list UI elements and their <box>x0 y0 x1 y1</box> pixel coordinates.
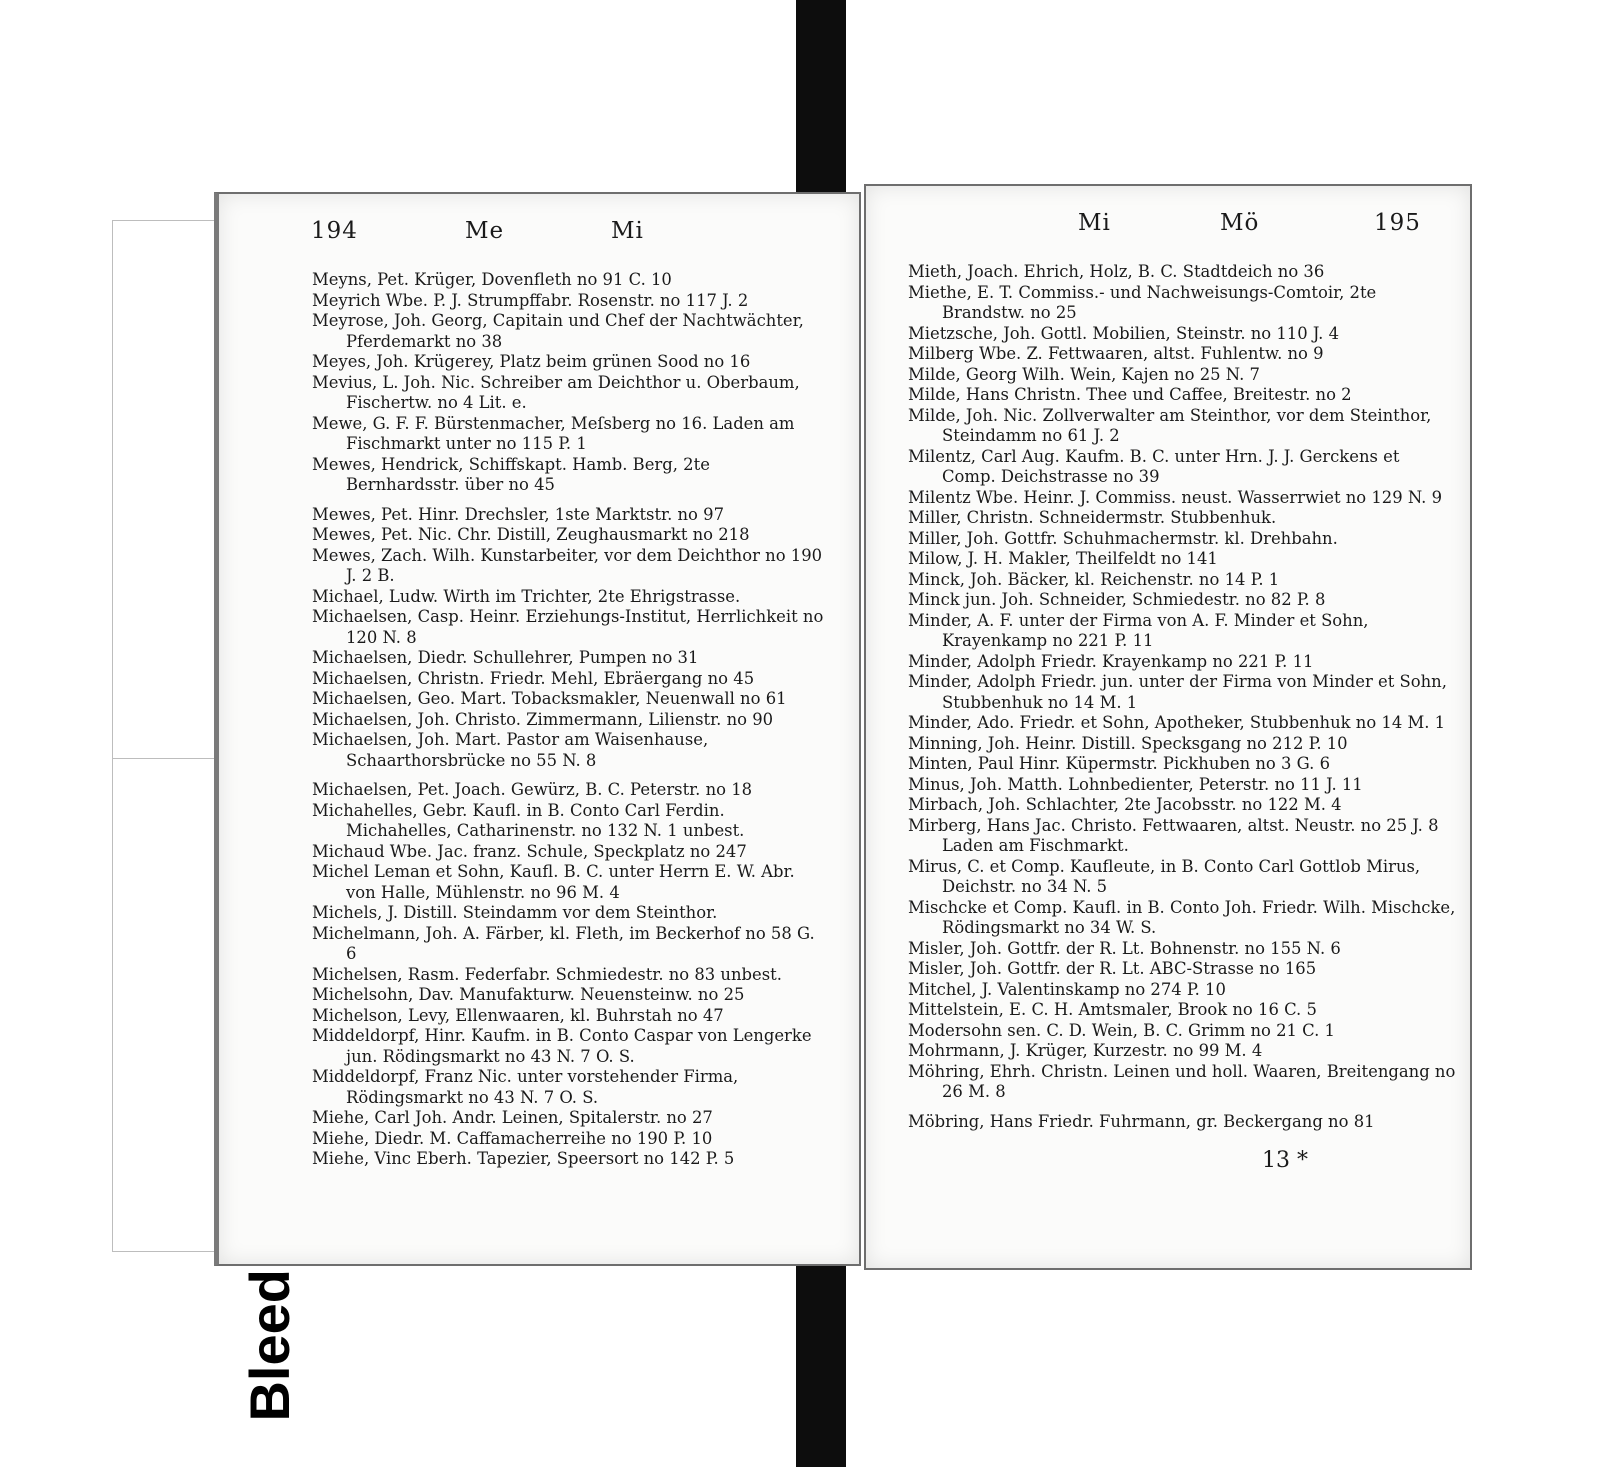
directory-entry: Miller, Joh. Gottfr. Schuhmachermstr. kl. Drehbahn. <box>908 528 1338 548</box>
directory-entry: Middeldorpf, Franz Nic. unter vorstehender Firma, Rödingsmarkt no 43 N. 7 O. S. <box>312 1067 739 1107</box>
directory-entry: Mirberg, Hans Jac. Christo. Fettwaaren, altst. Neustr. no 25 J. 8 Laden am Fischmarkt. <box>908 815 1439 855</box>
right-page-entries <box>908 262 1456 1132</box>
directory-entry: Möbring, Hans Friedr. Fuhrmann, gr. Beckergang no 81 <box>908 1111 1375 1131</box>
directory-entry: Miethe, E. T. Commiss.- und Nachweisungs-Comtoir, 2te Brandstw. no 25 <box>908 282 1377 322</box>
directory-entry: Mewes, Hendrick, Schiffskapt. Hamb. Berg, 2te Bernhardsstr. über no 45 <box>312 454 710 494</box>
directory-entry: Miehe, Vinc Eberh. Tapezier, Speersort no 142 P. 5 <box>312 1149 735 1168</box>
directory-entry: Minder, A. F. unter der Firma von A. F. Minder et Sohn, Krayenkamp no 221 P. 11 <box>908 610 1369 650</box>
directory-entry: Milde, Hans Christn. Thee und Caffee, Breitestr. no 2 <box>908 385 1352 404</box>
directory-entry: Michaelsen, Casp. Heinr. Erziehungs-Institut, Herrlichkeit no 120 N. 8 <box>312 607 824 647</box>
directory-entry: Meyrose, Joh. Georg, Capitain und Chef der Nachtwächter, Pferdemarkt no 38 <box>312 311 804 351</box>
right-page-header-last: Mö <box>1220 210 1260 236</box>
directory-entry: Michelsohn, Dav. Manufakturw. Neuensteinw. no 25 <box>312 985 745 1004</box>
directory-entry: Michael, Ludw. Wirth im Trichter, 2te Ehrigstrasse. <box>312 586 741 606</box>
directory-entry: Middeldorpf, Hinr. Kaufm. in B. Conto Caspar von Lengerke jun. Rödingsmarkt no 43 N. 7 O. S. <box>312 1026 812 1066</box>
directory-entry: Michaelsen, Joh. Christo. Zimmermann, Lilienstr. no 90 <box>312 709 774 729</box>
directory-entry: Misler, Joh. Gottfr. der R. Lt. ABC-Strasse no 165 <box>908 959 1317 978</box>
directory-entry: Mewe, G. F. F. Bürstenmacher, Meſsberg no 16. Laden am Fischmarkt unter no 115 P. 1 <box>312 413 795 453</box>
right-page-header-first: Mi <box>1078 210 1111 236</box>
directory-entry: Milentz, Carl Aug. Kaufm. B. C. unter Hrn. J. J. Gerckens et Comp. Deichstrasse no 39 <box>908 446 1400 486</box>
directory-entry: Mirbach, Joh. Schlachter, 2te Jacobsstr. no 122 M. 4 <box>908 795 1342 814</box>
directory-entry: Mitchel, J. Valentinskamp no 274 P. 10 <box>908 979 1226 999</box>
right-page-number: 195 <box>1374 210 1421 236</box>
directory-entry: Modersohn sen. C. D. Wein, B. C. Grimm no 21 C. 1 <box>908 1020 1335 1040</box>
side-label-divider <box>112 758 220 759</box>
directory-entry: Mieth, Joach. Ehrich, Holz, B. C. Stadtdeich no 36 <box>908 262 1325 281</box>
directory-entry: Milde, Georg Wilh. Wein, Kajen no 25 N. 7 <box>908 364 1260 384</box>
directory-entry: Minus, Joh. Matth. Lohnbedienter, Peterstr. no 11 J. 11 <box>908 774 1363 794</box>
left-page-header-last: Mi <box>611 218 644 244</box>
directory-entry: Michelson, Levy, Ellenwaaren, kl. Buhrstah no 47 <box>312 1005 724 1025</box>
directory-entry: Minck jun. Joh. Schneider, Schmiedestr. no 82 P. 8 <box>908 590 1326 609</box>
left-page-header-first: Me <box>465 218 505 244</box>
directory-entry: Misler, Joh. Gottfr. der R. Lt. Bohnenstr. no 155 N. 6 <box>908 938 1341 958</box>
directory-entry: Mittelstein, E. C. H. Amtsmaler, Brook no 16 C. 5 <box>908 1000 1317 1019</box>
directory-entry: Meyes, Joh. Krügerey, Platz beim grünen Sood no 16 <box>312 352 751 371</box>
directory-entry: Mewes, Pet. Nic. Chr. Distill, Zeughausmarkt no 218 <box>312 525 750 544</box>
right-page <box>864 184 1472 1270</box>
directory-entry: Miller, Christn. Schneidermstr. Stubbenhuk. <box>908 508 1277 527</box>
directory-entry: Miehe, Carl Joh. Andr. Leinen, Spitalerstr. no 27 <box>312 1108 713 1127</box>
directory-entry: Michaelsen, Christn. Friedr. Mehl, Ebräergang no 45 <box>312 668 755 688</box>
directory-entry: Michel Leman et Sohn, Kaufl. B. C. unter Herrn E. W. Abr. von Halle, Mühlenstr. no 96 M. 4 <box>312 862 795 902</box>
directory-entry: Michaelsen, Geo. Mart. Tobacksmakler, Neuenwall no 61 <box>312 689 787 708</box>
directory-entry: Milde, Joh. Nic. Zollverwalter am Steinthor, vor dem Steinthor, Steindamm no 61 J. 2 <box>908 405 1432 445</box>
directory-entry: Minck, Joh. Bäcker, kl. Reichenstr. no 14 P. 1 <box>908 569 1280 589</box>
left-page-entries <box>312 270 826 1170</box>
directory-entry: Michels, J. Distill. Steindamm vor dem Steinthor. <box>312 903 718 922</box>
directory-entry: Michaelsen, Diedr. Schullehrer, Pumpen no 31 <box>312 648 699 667</box>
directory-entry: Minder, Adolph Friedr. Krayenkamp no 221 P. 11 <box>908 651 1314 671</box>
directory-entry: Minder, Adolph Friedr. jun. unter der Firma von Minder et Sohn, Stubbenhuk no 14 M. 1 <box>908 672 1447 712</box>
directory-entry: Michaelsen, Joh. Mart. Pastor am Waisenhause, Schaarthorsbrücke no 55 N. 8 <box>312 730 709 770</box>
directory-entry: Michaud Wbe. Jac. franz. Schule, Speckplatz no 247 <box>312 841 747 861</box>
directory-entry: Milow, J. H. Makler, Theilfeldt no 141 <box>908 549 1218 568</box>
directory-entry: Minten, Paul Hinr. Küpermstr. Pickhuben no 3 G. 6 <box>908 754 1331 773</box>
directory-entry: Meyrich Wbe. P. J. Strumpffabr. Rosenstr. no 117 J. 2 <box>312 290 749 310</box>
binding-strip-bottom <box>796 1262 846 1467</box>
side-label-panel <box>112 220 222 1252</box>
directory-entry: Mohrmann, J. Krüger, Kurzestr. no 99 M. 4 <box>908 1041 1263 1060</box>
directory-entry: Miehe, Diedr. M. Caffamacherreihe no 190 P. 10 <box>312 1128 713 1148</box>
directory-entry: Michahelles, Gebr. Kaufl. in B. Conto Carl Ferdin. Michahelles, Catharinenstr. no 132 N. 1 unbest. <box>312 800 745 840</box>
directory-entry: Mietzsche, Joh. Gottl. Mobilien, Steinstr. no 110 J. 4 <box>908 323 1340 343</box>
binding-strip-top <box>796 0 846 192</box>
left-page-number: 194 <box>311 218 358 244</box>
directory-entry: Mirus, C. et Comp. Kaufleute, in B. Conto Carl Gottlob Mirus, Deichstr. no 34 N. 5 <box>908 856 1421 896</box>
directory-entry: Michaelsen, Pet. Joach. Gewürz, B. C. Peterstr. no 18 <box>312 780 753 799</box>
directory-entry: Michelmann, Joh. A. Färber, kl. Fleth, im Beckerhof no 58 G. 6 <box>312 923 815 963</box>
directory-entry: Mewes, Pet. Hinr. Drechsler, 1ste Marktstr. no 97 <box>312 504 724 524</box>
directory-entry: Mischcke et Comp. Kaufl. in B. Conto Joh. Friedr. Wilh. Mischcke, Rödingsmarkt no 34 W. S. <box>908 897 1456 937</box>
directory-entry: Mevius, L. Joh. Nic. Schreiber am Deichthor u. Oberbaum, Fischertw. no 4 Lit. e. <box>312 372 800 412</box>
directory-entry: Milentz Wbe. Heinr. J. Commiss. neust. Wasserrwiet no 129 N. 9 <box>908 487 1443 507</box>
directory-entry: Meyns, Pet. Krüger, Dovenfleth no 91 C. 10 <box>312 270 672 289</box>
left-page <box>214 192 861 1266</box>
directory-entry: Minning, Joh. Heinr. Distill. Specksgang no 212 P. 10 <box>908 733 1348 753</box>
signature-mark: 13 * <box>1262 1148 1308 1173</box>
directory-entry: Minder, Ado. Friedr. et Sohn, Apotheker, Stubbenhuk no 14 M. 1 <box>908 713 1446 732</box>
directory-entry: Möhring, Ehrh. Christn. Leinen und holl. Waaren, Breitengang no 26 M. 8 <box>908 1061 1456 1101</box>
directory-entry: Michelsen, Rasm. Federfabr. Schmiedestr. no 83 unbest. <box>312 964 782 984</box>
directory-entry: Mewes, Zach. Wilh. Kunstarbeiter, vor dem Deichthor no 190 J. 2 B. <box>312 545 823 585</box>
directory-entry: Milberg Wbe. Z. Fettwaaren, altst. Fuhlentw. no 9 <box>908 344 1324 363</box>
